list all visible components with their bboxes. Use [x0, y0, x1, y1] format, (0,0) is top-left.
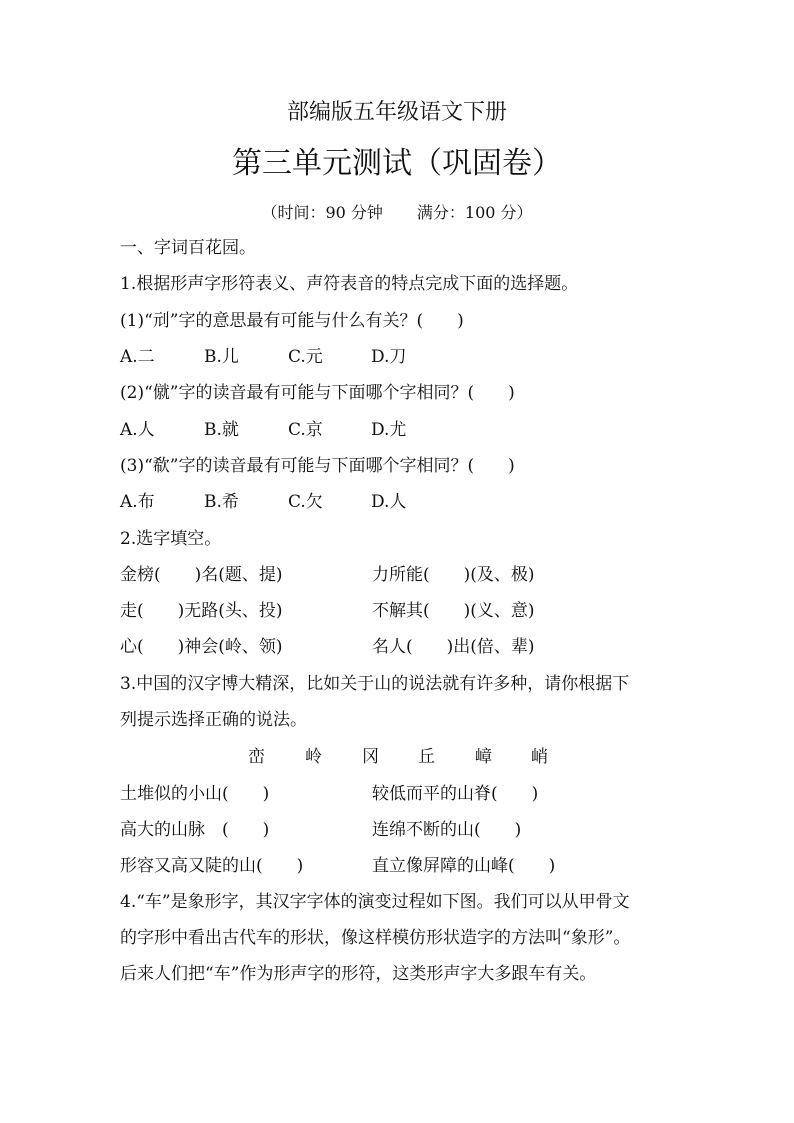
- q4-line1: 4.“车”是象形字，其汉字字体的演变过程如下图。我们可以从甲骨文: [120, 892, 630, 912]
- q3-stem-line1: 3.中国的汉字博大精深，比如关于山的说法就有许多种，请你根据下: [120, 674, 630, 694]
- q1-sub2-option-a: A.人: [120, 420, 155, 440]
- q4-line3: 后来人们把“车”作为形声字的形符，这类形声字大多跟车有关。: [120, 964, 597, 984]
- exam-score: 满分：100 分）: [416, 203, 533, 222]
- q3-item: 形容又高又陡的山( ): [120, 856, 304, 876]
- q2-item: 心( )神会(岭、领): [120, 637, 283, 657]
- q3-item: 高大的山脉 ( ): [120, 820, 270, 840]
- q2-item: 走( )无路(头、投): [120, 601, 283, 621]
- q1-sub1-option-c: C.元: [288, 347, 323, 367]
- q2-item: 名人( )出(倍、辈): [372, 637, 535, 657]
- section-heading: 一、字词百花园。: [120, 238, 256, 258]
- q3-item: 连绵不断的山( ): [372, 820, 522, 840]
- q1-sub3-question: (3)“欷”字的读音最有可能与下面哪个字相同？( ): [120, 456, 515, 476]
- q1-sub1-option-a: A.二: [120, 347, 155, 367]
- q1-sub2-option-d: D.尤: [371, 420, 407, 440]
- q2-item: 金榜( )名(题、提): [120, 565, 283, 585]
- q1-sub1-option-d: D.刀: [371, 347, 407, 367]
- mountain-word: 丘: [418, 747, 435, 767]
- q1-sub3-option-c: C.欠: [288, 492, 323, 512]
- q1-sub3-option-a: A.布: [120, 492, 155, 512]
- q3-item: 直立像屏障的山峰( ): [372, 856, 556, 876]
- q3-stem-line2: 列提示选择正确的说法。: [120, 710, 307, 730]
- mountain-word: 峦: [248, 747, 265, 767]
- q1-sub1-question: (1)“刓”字的意思最有可能与什么有关？( ): [120, 311, 464, 331]
- q2-stem: 2.选字填空。: [120, 529, 222, 549]
- mountain-word: 冈: [362, 747, 379, 767]
- q2-item: 力所能( )(及、极): [372, 565, 535, 585]
- mountain-word: 峭: [531, 747, 548, 767]
- exam-time: （时间：90 分钟: [261, 203, 383, 222]
- q3-item: 较低而平的山脊( ): [372, 784, 539, 804]
- q1-sub3-option-b: B.希: [204, 492, 239, 512]
- q2-item: 不解其( )(义、意): [372, 601, 535, 621]
- exam-info: [0, 201, 794, 225]
- q1-sub2-option-c: C.京: [288, 420, 323, 440]
- q1-stem: 1.根据形声字形符表义、声符表音的特点完成下面的选择题。: [120, 274, 579, 294]
- q1-sub2-option-b: B.就: [204, 420, 239, 440]
- exam-series-title: 部编版五年级语文下册: [286, 100, 507, 125]
- q1-sub1-option-b: B.儿: [204, 347, 239, 367]
- q4-line2: 的字形中看出古代车的形状，像这样模仿形状造字的方法叫“象形”。: [120, 928, 631, 948]
- q1-sub3-option-d: D.人: [371, 492, 407, 512]
- q1-sub2-question: (2)“僦”字的读音最有可能与下面哪个字相同？( ): [120, 383, 515, 403]
- exam-title: 第三单元测试（巩固卷）: [232, 146, 562, 181]
- q3-item: 土堆似的小山( ): [120, 784, 270, 804]
- mountain-word: 嶂: [475, 747, 492, 767]
- mountain-word: 岭: [305, 747, 322, 767]
